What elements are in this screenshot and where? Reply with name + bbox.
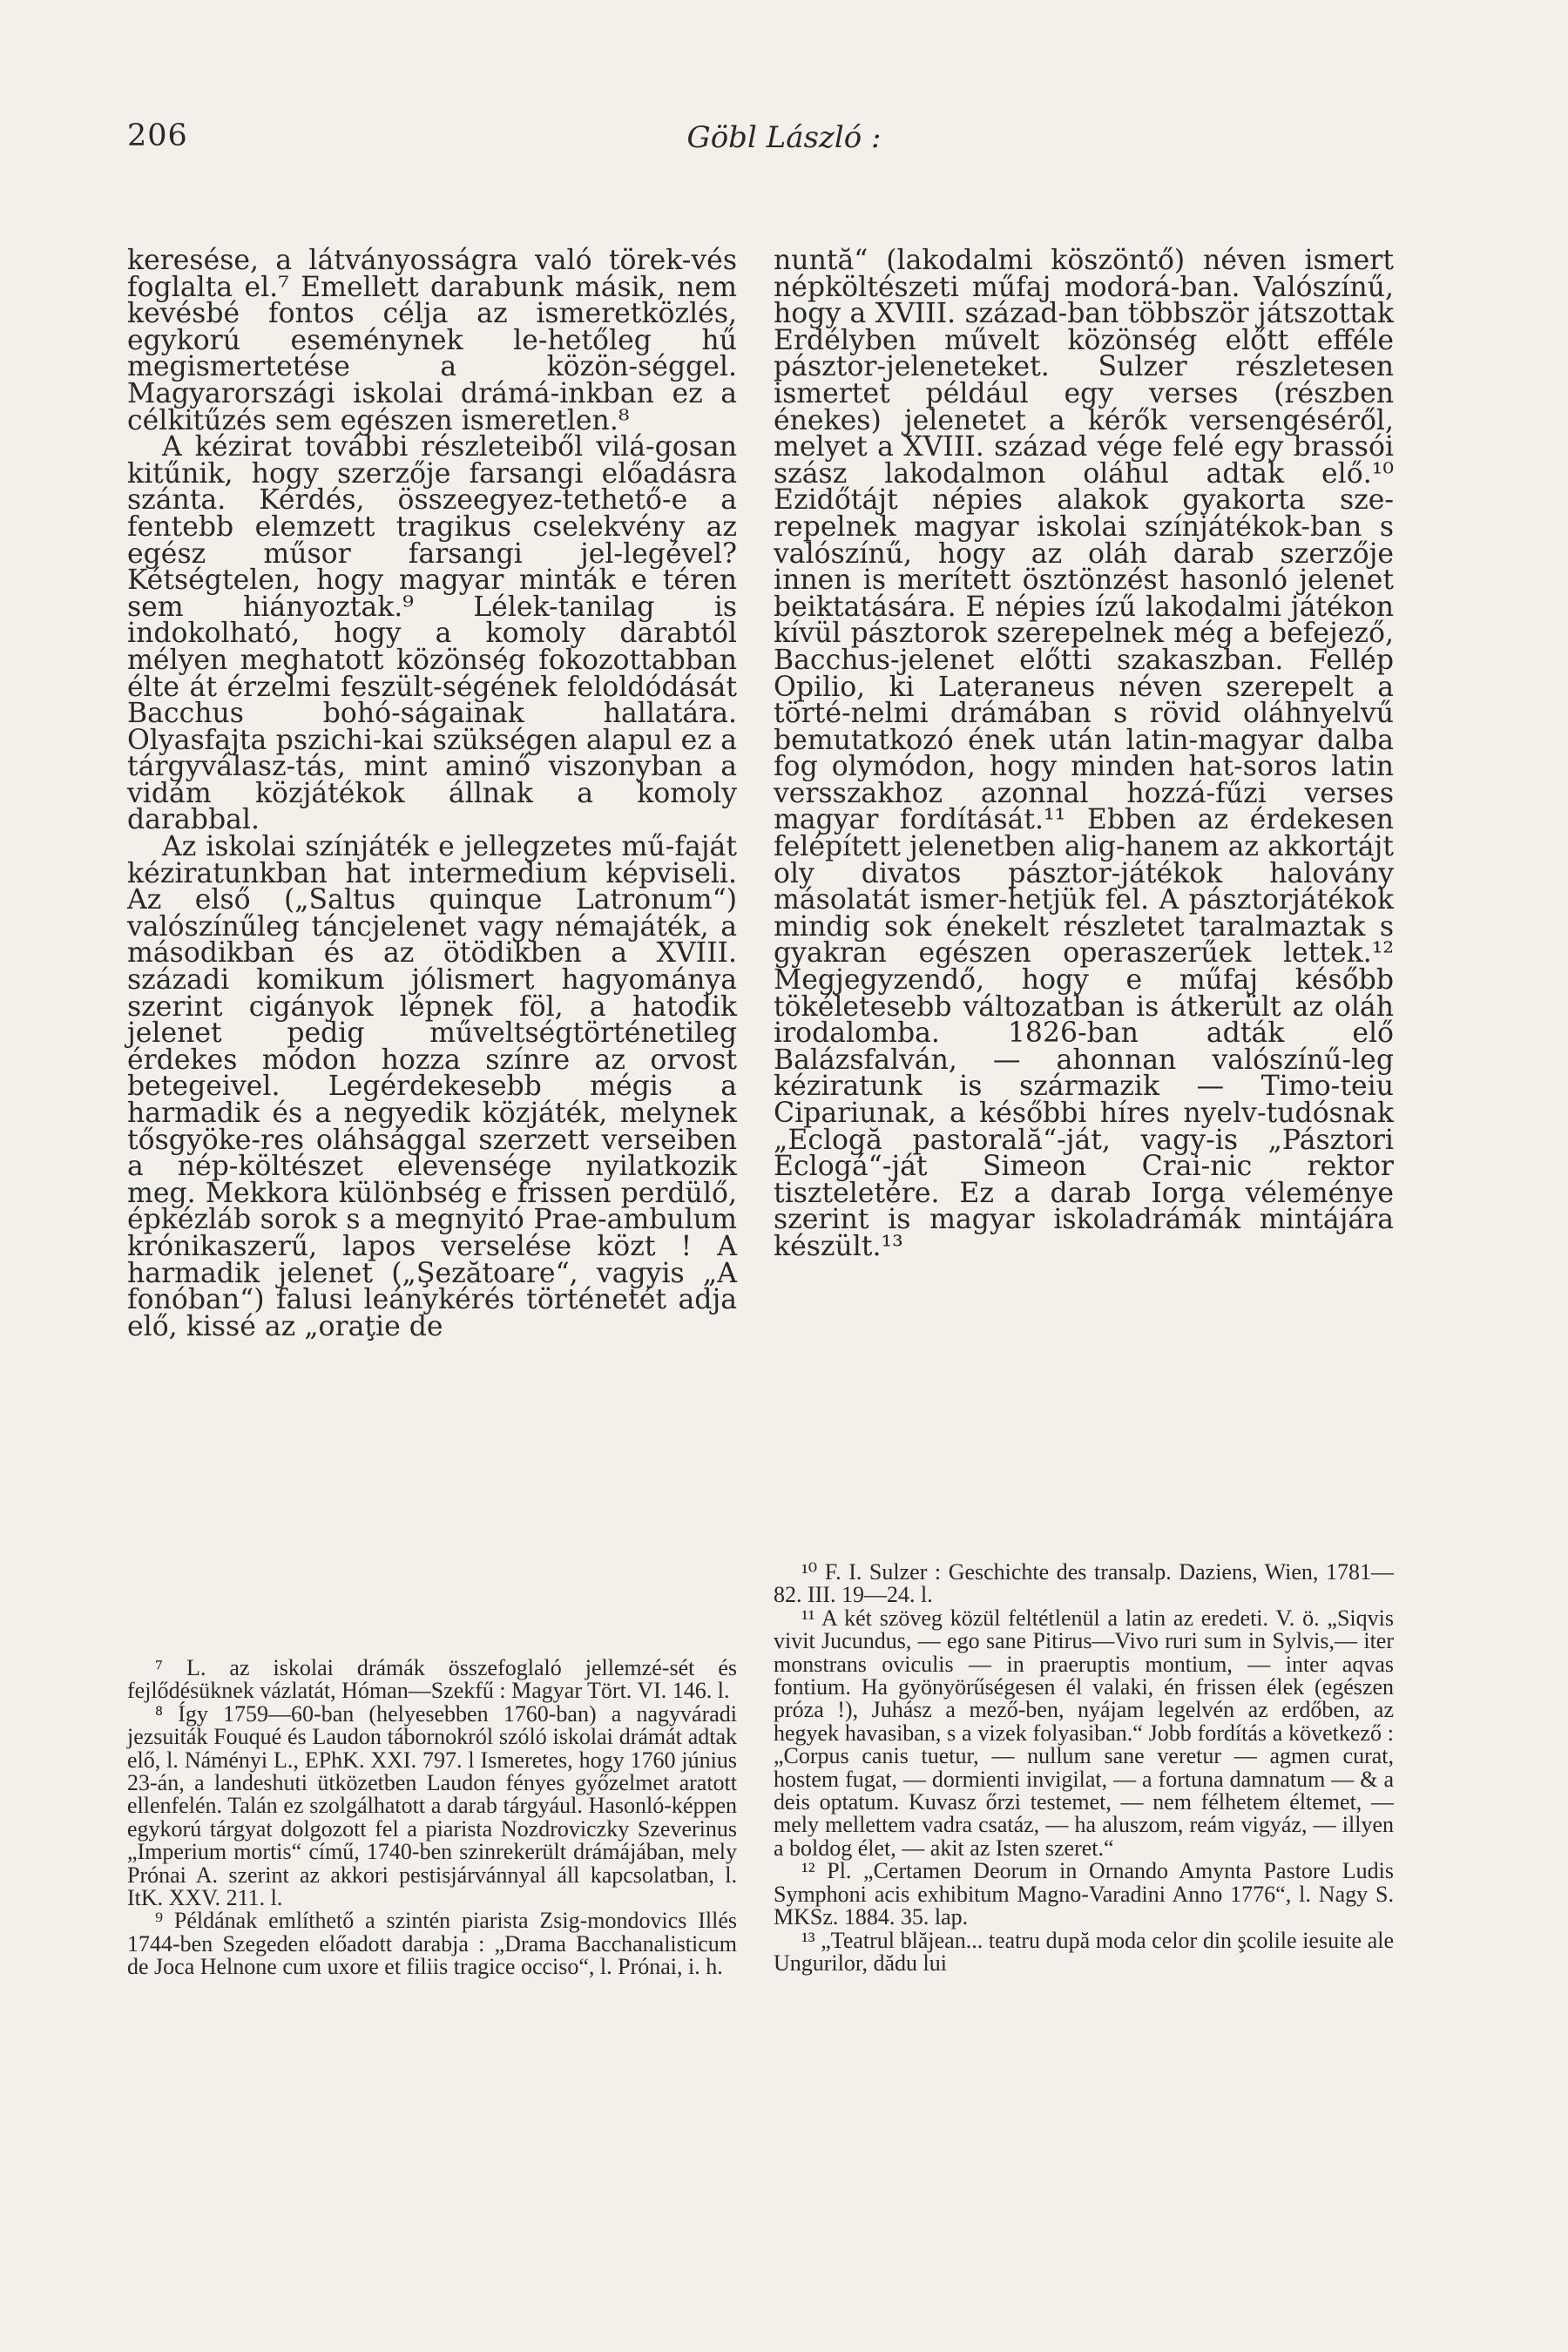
right-column <box>774 247 1394 1260</box>
footnote-12: ¹² Pl. „Certamen Deorum in Ornando Amynta Pastore Ludis Symphoni acis exhibitum Magno-Varadini Anno 1776“, l. Nagy S. MKSz. 1884. 35. lap. <box>774 1858 1394 1930</box>
footnote-9: ⁹ Példának említhető a szintén piarista Zsig-mondovics Illés 1744-ben Szegeden előadott darabja : „Drama Bacchanalisticum de Joca Helnone cum uxore et filiis tragice occiso“, l. Prónai, i. h. <box>127 1908 737 1980</box>
footnotes-left <box>127 1657 737 1979</box>
footnote-13: ¹³ „Teatrul blăjean... teatru după moda celor din şcolile iesuite ale Ungurilor, dădu lui <box>774 1927 1394 1976</box>
running-title: Göbl László : <box>686 120 882 155</box>
left-paragraph-2: A kézirat további részleteiből vilá-gosan kitűnik, hogy szerzője farsangi előadásra szánta. Kérdés, összeegyez-tethető-e a fentebb elemzett tragikus cselekvény az egész műsor farsangi jel-legével? Kétségtelen, hogy magyar minták e téren sem hiányoztak.⁹ Lélek-tanilag is indokolható, hogy a komoly darabtól mélyen meghatott közönség fokozottabban élte át érzelmi feszült-ségének feloldódását Bacchus bohó-ságainak hallatára. Olyasfajta pszichi-kai szükségen alapul ez a tárgyválasz-tás, mint aminő viszonyban a vidám közjátékok állnak a komoly darabbal. <box>127 431 737 836</box>
right-paragraph-1: nuntă“ (lakodalmi köszöntő) néven ismert népköltészeti műfaj modorá-ban. Valószínű, hogy a XVIII. század-ban többször játszottak Erdélyben művelt közönség előtt efféle pásztor-jeleneteket. Sulzer részletesen ismertet például egy verses (részben énekes) jelenetet a kérők versengéséről, melyet a XVIII. század vége felé egy brassói szász lakodalmon oláhul adtak elő.¹⁰ Ezidőtájt népies alakok gyakorta sze-repelnek magyar iskolai színjátékok-ban s valószínű, hogy az oláh darab szerzője innen is merített ösztönzést hasonló jelenet beiktatására. E népies ízű lakodalmi játékon kívül pásztorok szerepelnek még a befejező, Bacchus-jelenet előtti szakaszban. Fellép Opilio, ki Lateraneus néven szerepelt a törté-nelmi drámában s rövid oláhnyelvű bemutatkozó ének után latin-magyar dalba fog olymódon, hogy minden hat-soros latin versszakhoz azonnal hozzá-fűzi verses magyar fordítását.¹¹ Ebben az érdekesen felépített jelenetben alig-hanem az akkortájt oly divatos pásztor-játékok halovány másolatát ismer-hetjük fel. A pásztorjátékok mindig sok énekelt részletet taralmaztak s gyakran egészen operaszerűek lettek.¹² Megjegyzendő, hogy e műfaj később tökéletesebb változatban is átkerült az oláh irodalomba. 1826-ban adták elő Balázsfalván, — ahonnan valószínű-leg kéziratunk is származik — Timo-teiu Cipariunak, a későbbi híres nyelv-tudósnak „Eclogă pastorală“-ját, vagy-is „Pásztori Eclogá“-ját Simeon Crai-nic rektor tiszteletére. Ez a darab Iorga véleménye szerint is magyar iskoladrámák mintájára készült.¹³ <box>774 245 1394 1262</box>
page-number: 206 <box>127 118 188 153</box>
footnote-8: ⁸ Így 1759—60-ban (helyesebben 1760-ban) a nagyváradi jezsuiták Fouqué és Laudon tábornokról szóló iskolai drámát adtak elő, l. Náményi L., EPhK. XXI. 797. l Ismeretes, hogy 1760 június 23-án, a landeshuti ütközetben Laudon fényes győzelmet aratott ellenfelén. Talán ez szolgálhatott a darab tárgyául. Hasonló-képpen egykorú tárgyat dolgozott fel a piarista Nozdroviczky Szeverinus „Imperium mortis“ című, 1740-ben szinrekerült drámájában, mely Prónai A. szerint az akkori pestisjárvánnyal áll kapcsolatban, l. ItK. XXV. 211. l. <box>127 1700 737 1911</box>
footnote-11: ¹¹ A két szöveg közül feltétlenül a latin az eredeti. V. ö. „Siqvis vivit Jucundus, — ego sane Pitirus—Vivo ruri sum in Sylvis,— iter monstrans oviculis — in praeruptis montium, — inter aqvas fontium. Ha gyönyörűségesen él valaki, én frissen élek (egészen próza !), Juhász a mező-ben, nyájam legelvén az erdőben, az hegyek havasiban, s a vizek folyasiban.“ Jobb fordítás a következő : „Corpus canis tuetur, — nullum sane veretur — agmen curat, hostem fugat, — dormienti invigilat, — a fortuna damnatum — & a deis optatum. Kuvasz őrzi testemet, — nem félhetem éltemet, — mely mellettem vadra csatáz, — ha aluszom, reám vigyáz, — illyen a boldog élet, — akit az Isten szeret.“ <box>774 1605 1394 1861</box>
left-paragraph-3: Az iskolai színjáték e jellegzetes mű-faját kéziratunkban hat intermedium képviseli. Az első („Saltus quinque Latronum“) valószínűleg táncjelenet vagy némajáték, a másodikban és az ötödikben a XVIII. századi komikum jólismert hagyománya szerint cigányok lépnek föl, a hatodik jelenet pedig műveltségtörténetileg érdekes módon hozza színre az orvost betegeivel. Legérdekesebb mégis a harmadik és a negyedik közjáték, melynek tősgyöke-res oláhsággal szerzett verseiben a nép-költészet elevensége nyilatkozik meg. Mekkora különbség e frissen perdülő, épkézláb sorok s a megnyitó Prae-ambulum krónikaszerű, lapos verselése közt ! A harmadik jelenet („Şezătoare“, vagyis „A fonóban“) falusi leánykérés történetét adja elő, kissé az „oraţie de <box>127 831 737 1342</box>
footnote-10: ¹⁰ F. I. Sulzer : Geschichte des transalp. Daziens, Wien, 1781—82. III. 19—24. l. <box>774 1559 1394 1608</box>
left-paragraph-1: keresése, a látványosságra való törek-vés foglalta el.⁷ Emellett darabunk másik, nem kevésbé fontos célja az ismeretközlés, egykorú eseménynek le-hetőleg hű megismertetése a közön-séggel. Magyarországi iskolai drámá-inkban ez a célkitűzés sem egészen ismeretlen.⁸ <box>127 245 737 436</box>
footnote-7: ⁷ L. az iskolai drámák összefoglaló jellemzé-sét és fejlődésüknek vázlatát, Hóman—Szekfű : Magyar Tört. VI. 146. l. <box>127 1655 737 1704</box>
footnotes-right <box>774 1561 1394 1975</box>
left-column <box>127 247 737 1340</box>
